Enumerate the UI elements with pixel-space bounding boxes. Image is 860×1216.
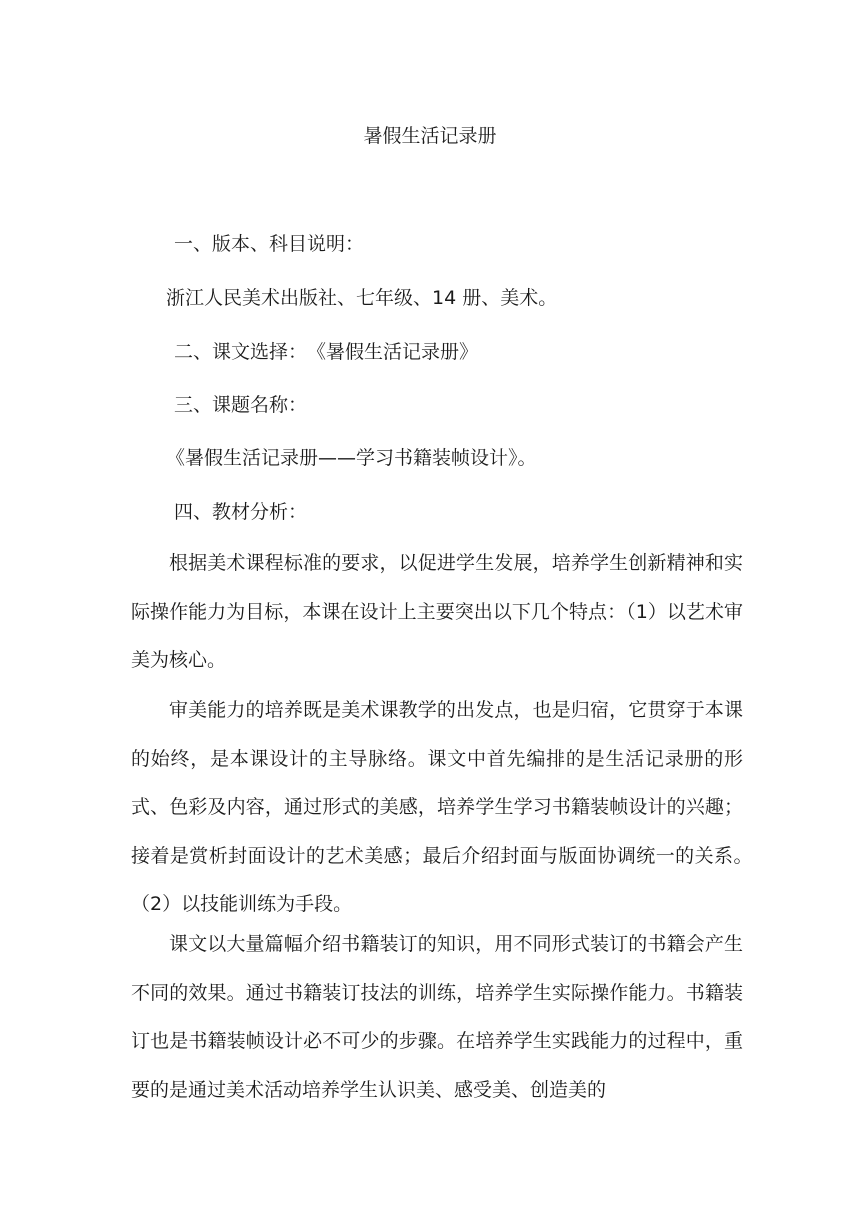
section3-text: 《暑假生活记录册——学习书籍装帧设计》。 — [166, 447, 537, 469]
section2-heading: 二、课文选择： 《暑假生活记录册》 — [174, 341, 479, 363]
document-title: 暑假生活记录册 — [363, 125, 497, 147]
section4-heading: 四、教材分析： — [174, 501, 308, 523]
section1-heading: 一、版本、科目说明： — [174, 233, 365, 255]
section3-heading: 三、课题名称： — [174, 394, 308, 416]
analysis-paragraph-1: 根据美术课程标准的要求，以促进学生发展，培养学生创新精神和实际操作能力为目标，本课在设计上主要突出以下几个特点：（1）以艺术审美为核心。 — [131, 552, 743, 671]
analysis-paragraph-2: 审美能力的培养既是美术课教学的出发点，也是归宿，它贯穿于本课的始终，是本课设计的主导脉络。课文中首先编排的是生活记录册的形式、色彩及内容，通过形式的美感，培养学生学习书籍装帧设计的兴趣；接着是赏析封面设计的艺术美感；最后介绍封面与版面协调统一的关系。 （2）以技能训练为手段。 — [131, 699, 763, 915]
section1-text: 浙江人民美术出版社、七年级、14 册、美术。 — [166, 287, 558, 309]
analysis-paragraph-3: 课文以大量篇幅介绍书籍装订的知识，用不同形式装订的书籍会产生不同的效果。通过书籍装订技法的训练，培养学生实际操作能力。书籍装订也是书籍装帧设计必不可少的步骤。在培养学生实践能力的过程中，重要的是通过美术活动培养学生认识美、感受美、创造美的 — [131, 933, 743, 1101]
